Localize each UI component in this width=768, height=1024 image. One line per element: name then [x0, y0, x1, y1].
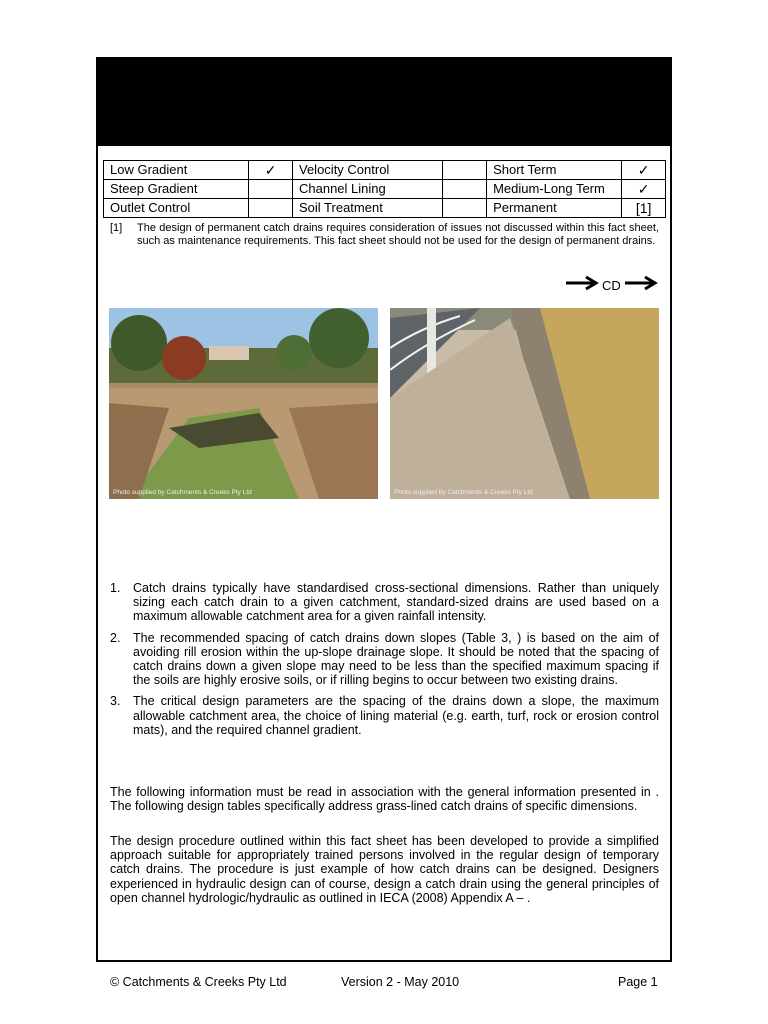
footnote-text: The design of permanent catch drains requires consideration of issues not discussed within this fact sheet, such as maintenance requirements. This fact sheet should not be used for the design of permanent drains. [137, 222, 659, 247]
footer-copyright: © Catchments & Creeks Pty Ltd [110, 975, 287, 989]
list-text: Catch drains typically have standardised cross-sectional dimensions. Rather than uniquely sizing each catch drain to a given catchment, standard-sized drains are used based on a maximum allowable catchment area for a given rainfall intensity. [133, 581, 659, 624]
list-number: 2. [110, 630, 121, 645]
footer-version: Version 2 - May 2010 [341, 975, 460, 989]
table-cell: Short Term [487, 161, 622, 180]
footer-page-number: Page 1 [618, 975, 658, 989]
classification-table [103, 160, 666, 218]
arrow-right-icon [624, 275, 658, 296]
list-number: 3. [110, 694, 121, 709]
table-cell: Permanent [487, 199, 622, 218]
table-cell [249, 199, 293, 218]
footnote-ref: [1] [110, 222, 123, 234]
cd-label: CD [602, 277, 621, 293]
list-item [110, 694, 659, 737]
body-paragraph: The following information must be read in association with the general information presented in . The following design tables specifically address grass-lined catch drains of specific dimensions. [110, 785, 659, 814]
footnote [110, 222, 659, 248]
catch-drain-photo-roadside [390, 308, 659, 499]
list-item [110, 631, 659, 688]
table-cell: Soil Treatment [293, 199, 443, 218]
catch-drain-photo-grassed [109, 308, 378, 499]
check-icon: ✓ [622, 161, 666, 180]
body-paragraph: The design procedure outlined within this fact sheet has been developed to provide a simplified approach suitable for appropriately trained persons involved in the regular design of temporary catch drains. The procedure is just example of how catch drains can be designed. Designers experienced in hydraulic design can of course, design a catch drain using the general principles of open channel hydrologic/hydraulic as outlined in IECA (2008) Appendix A – . [110, 834, 659, 905]
table-cell [443, 161, 487, 180]
list-text: The recommended spacing of catch drains down slopes (Table 3, ) is based on the aim of avoiding rill erosion within the up-slope drainage slope. It should be noted that the spacing of catch drains down a given slope may need to be less than the specified maximum spacing if the soils are highly erosive soils, or if rilling begins to occur between two existing drains. [133, 630, 659, 688]
table-cell: Low Gradient [104, 161, 249, 180]
table-cell [443, 180, 487, 199]
footnote-ref: [1] [622, 199, 666, 218]
table-row [104, 180, 666, 199]
table-cell [443, 199, 487, 218]
table-cell [249, 180, 293, 199]
check-icon: ✓ [249, 161, 293, 180]
table-cell: Velocity Control [293, 161, 443, 180]
list-text: The critical design parameters are the spacing of the drains down a slope, the maximum allowable catchment area, the choice of lining material (e.g. earth, turf, rock or erosion control mats), and the required channel gradient. [133, 694, 659, 737]
table-cell: Steep Gradient [104, 180, 249, 199]
table-cell: Channel Lining [293, 180, 443, 199]
table-cell: Medium-Long Term [487, 180, 622, 199]
list-number: 1. [110, 581, 121, 595]
check-icon: ✓ [622, 180, 666, 199]
arrow-right-icon [565, 275, 599, 296]
table-row [104, 199, 666, 218]
notes-list [110, 581, 659, 744]
table-row [104, 161, 666, 180]
table-cell: Outlet Control [104, 199, 249, 218]
list-item [110, 581, 659, 624]
photo-credit: Photo supplied by Catchments & Creeks Pty Ltd [394, 489, 533, 496]
photo-credit: Photo supplied by Catchments & Creeks Pty Ltd [113, 489, 252, 496]
cd-nav-link[interactable] [565, 274, 658, 296]
title-bar [96, 57, 672, 146]
